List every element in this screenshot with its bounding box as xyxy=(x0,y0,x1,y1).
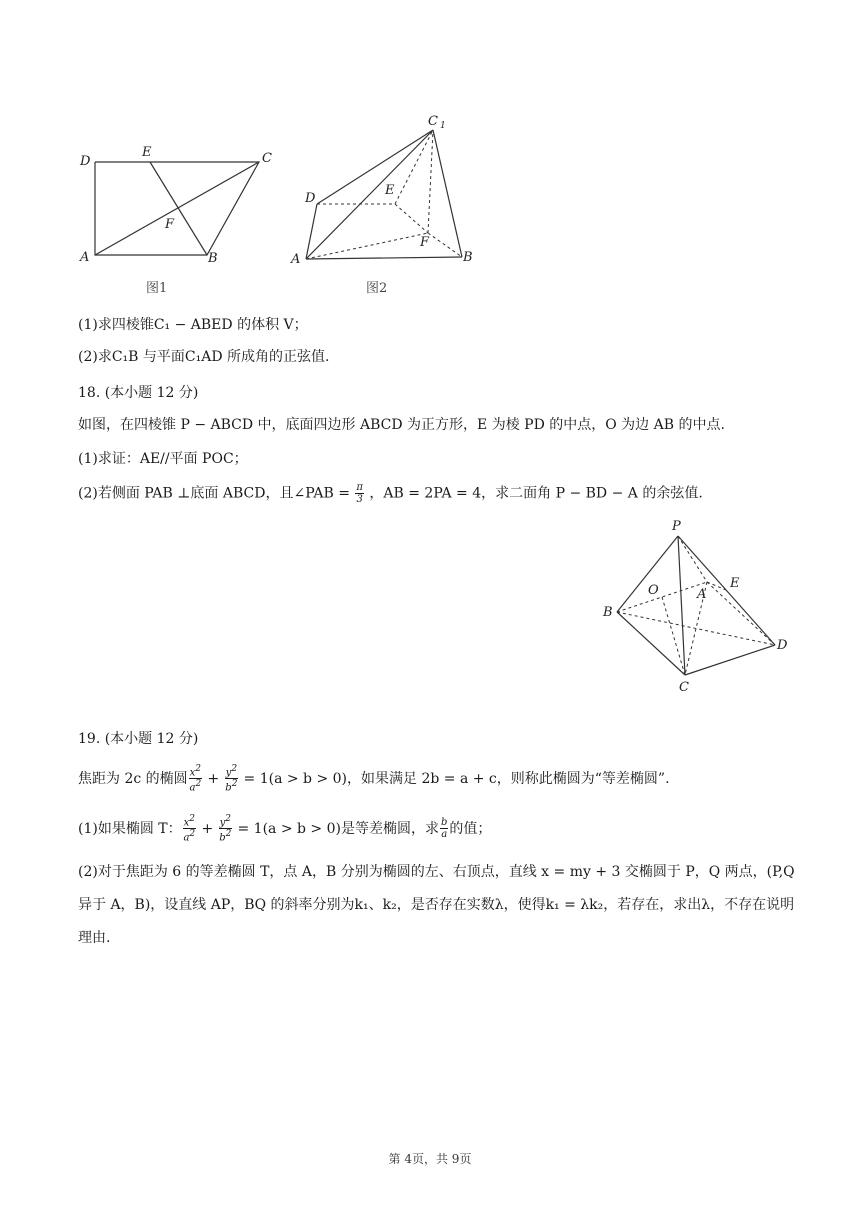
fig2-label-f: F xyxy=(420,235,430,250)
q19-part1-frac-x: $\frac{x^2}{a^2}$ xyxy=(183,814,196,844)
q18-part2-fraction xyxy=(355,482,364,505)
q19-stem-b: = 1(a > b > 0)，如果满足 2b = a + c，则称此椭圆为“等差椭圆”. xyxy=(243,770,670,787)
q19-part1-frac-y: $\frac{y^2}{b^2}$ xyxy=(219,814,232,844)
q19-stem-frac-x: $\frac{x^2}{a^2}$ xyxy=(189,764,202,794)
q19-stem-a: 焦距为 2c 的椭圆 xyxy=(78,770,188,787)
page-footer: 第 4页，共 9页 xyxy=(388,1152,472,1166)
fig2-label-a: A xyxy=(291,252,301,267)
fig1-label-f: F xyxy=(165,217,175,232)
q18-header: 18. (本小题 12 分) xyxy=(78,385,199,401)
q18-part1: (1)求证：AE//平面 POC； xyxy=(78,451,248,467)
figure-1 xyxy=(70,140,290,300)
fig3-label-c: C xyxy=(679,680,689,695)
q18-stem: 如图，在四棱锥 P − ABCD 中，底面四边形 ABCD 为正方形，E 为棱 PD 的中点，O 为边 AB 的中点. xyxy=(78,417,725,433)
fig3-label-o: O xyxy=(648,583,659,598)
fig3-label-d: D xyxy=(777,638,788,653)
q19-part1-frac-ba: $\frac{b}{a}$ xyxy=(440,817,448,841)
fig2-caption: 图2 xyxy=(366,281,388,296)
fig3-label-a: A xyxy=(697,587,707,602)
q19-part2: (2)对于焦距为 6 的等差椭圆 T，点 A，B 分别为椭圆的左、右顶点，直线 x = my + 3 交椭圆于 P，Q 两点，(P,Q 异于 A，B)，设直线 AP，BQ 的斜率分别为k₁、k₂，是否存在实数λ，使得k₁ = λk₂，若存在，求出λ，不存在说明理由. xyxy=(78,864,795,946)
q19-part1-b: = 1(a > b > 0)是等差椭圆，求 xyxy=(237,820,439,837)
fig2-label-d: D xyxy=(305,191,316,206)
q18-part2-a: (2)若侧面 PAB ⊥底面 ABCD，且∠PAB = xyxy=(78,485,350,502)
q19-stem-frac-y: $\frac{y^2}{b^2}$ xyxy=(225,764,238,794)
fig2-label-e: E xyxy=(385,183,395,198)
q19-part1-c: 的值； xyxy=(449,820,492,837)
fig3-label-b: B xyxy=(603,605,613,620)
figure-3 xyxy=(595,514,800,696)
q18-frac-numerator: π xyxy=(356,482,363,493)
fig2-label-b: B xyxy=(463,250,473,265)
q19-part1: (1)如果椭圆 T： $\frac{x^2}{a^2}$ + $\frac{y^2}{b^2}$ = 1(a > b > 0)是等差椭圆，求 $\frac{b}{a}$ 的值； xyxy=(78,814,492,844)
fig1-label-b: B xyxy=(208,251,218,266)
q17-part1: (1)求四棱锥C₁ − ABED 的体积 V； xyxy=(78,317,308,333)
fig1-label-d: D xyxy=(80,154,91,169)
fig1-label-a: A xyxy=(80,250,90,265)
fig3-label-e: E xyxy=(730,576,740,591)
q19-part1-a: (1)如果椭圆 T： xyxy=(78,820,182,837)
q18-part2-b: ，AB = 2PA = 4，求二面角 P − BD − A 的余弦值. xyxy=(369,485,703,502)
fig2-label-c1-sub: 1 xyxy=(440,121,446,131)
q18-frac-denominator: 3 xyxy=(356,494,363,505)
fig1-label-e: E xyxy=(142,145,152,160)
fig2-label-c1: C xyxy=(428,114,438,129)
fig1-caption: 图1 xyxy=(146,281,168,296)
figure-2 xyxy=(285,108,485,298)
q19-stem: 焦距为 2c 的椭圆 $\frac{x^2}{a^2}$ + $\frac{y^2}{b^2}$ = 1(a > b > 0)，如果满足 2b = a + c，则称此椭圆为“等差椭圆”. xyxy=(78,764,670,794)
q18-part2 xyxy=(78,482,703,505)
fig3-label-p: P xyxy=(672,519,681,534)
fig1-label-c: C xyxy=(262,151,272,166)
q19-header: 19. (本小题 12 分) xyxy=(78,731,199,747)
q17-part2: (2)求C₁B 与平面C₁AD 所成角的正弦值. xyxy=(78,349,330,365)
